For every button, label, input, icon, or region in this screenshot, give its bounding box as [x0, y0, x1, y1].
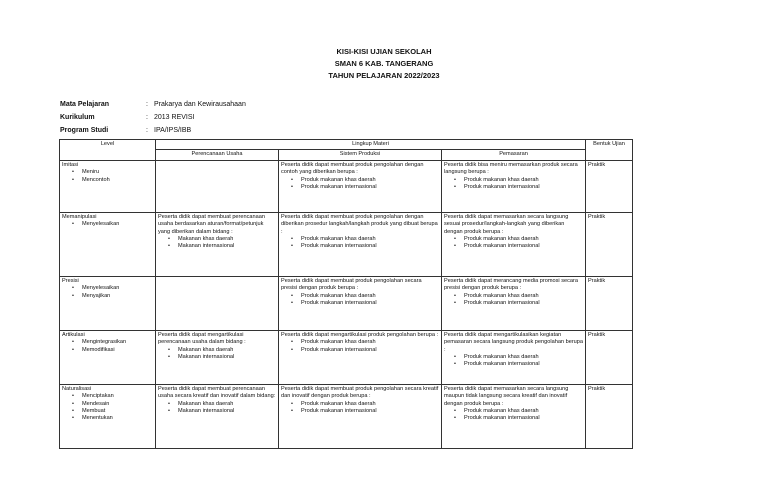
list-item: • Menyelesaikan	[72, 285, 153, 292]
cell-perencanaan	[156, 160, 279, 212]
cell-sistem-produksi	[279, 160, 442, 212]
table-row	[60, 212, 633, 276]
cell-sistem-produksi-list	[281, 401, 439, 416]
cell-pemasaran-text: Peserta didik dapat memasarkan secara langsung maupun tidak langsung secara kreatif dan inovatif dengan produk berupa :	[444, 385, 569, 407]
header-pemasaran: Pemasaran	[442, 150, 586, 160]
doc-title-line2: SMAN 6 KAB. TANGERANG	[334, 59, 434, 68]
list-item: • Memodifikasi	[72, 347, 153, 354]
list-item: • Makanan internasional	[168, 408, 276, 415]
cell-sistem-produksi-text: Peserta didik dapat membuat produk pengolahan secara kreatif dan inovatif dengan produk berupa :	[281, 385, 439, 400]
cell-sistem-produksi-text: Peserta didik dapat membuat produk pengolahan dengan contoh yang diberikan berupa :	[281, 161, 424, 176]
list-item: • Produk makanan internasional	[291, 300, 439, 307]
meta-value: Prakarya dan Kewirausahaan	[154, 101, 246, 108]
meta-label: Kurikulum	[60, 114, 95, 121]
cell-pemasaran-list	[444, 236, 583, 251]
cell-sistem-produksi-text: Peserta didik dapat membuat produk pengolahan secara presisi dengan produk berupa :	[281, 277, 422, 292]
cell-level-text: Memanipulasi	[62, 213, 97, 220]
list-item: • Produk makanan internasional	[291, 184, 439, 191]
list-item: • Produk makanan internasional	[454, 184, 583, 191]
list-item: • Produk makanan khas daerah	[291, 401, 439, 408]
meta-value: IPA/IPS/IBB	[154, 127, 192, 134]
list-item: • Produk makanan internasional	[291, 243, 439, 250]
cell-perencanaan-list	[158, 236, 276, 251]
cell-bentuk-ujian: Praktik	[586, 330, 633, 384]
cell-pemasaran-text: Peserta didik dapat memasarkan secara langsung sesuai prosedur/langkah-langkah yang diberikan dengan produk berupa :	[444, 213, 569, 235]
cell-pemasaran-text: Peserta didik dapat merancang media promosi secara presisi dengan produk berupa :	[444, 277, 579, 292]
list-item: • Produk makanan khas daerah	[454, 236, 583, 243]
cell-level	[60, 160, 156, 212]
list-item: • Menentukan	[72, 415, 153, 422]
cell-pemasaran-text: Peserta didik bisa meniru memasarkan produk secara langsung berupa :	[444, 161, 578, 176]
cell-level	[60, 384, 156, 448]
cell-pemasaran-list	[444, 408, 583, 423]
list-item: • Makanan khas daerah	[168, 401, 276, 408]
cell-perencanaan-text: Peserta didik dapat membuat perencanaan usaha berdasarkan aturan/format/petunjuk yang diberikan dalam bidang :	[158, 213, 265, 235]
list-item: • Produk makanan internasional	[454, 361, 583, 368]
list-item: • Produk makanan internasional	[454, 415, 583, 422]
cell-level-list	[62, 221, 153, 228]
list-item: • Produk makanan khas daerah	[454, 293, 583, 300]
cell-sistem-produksi-list	[281, 339, 439, 354]
meta-label: Mata Pelajaran	[60, 101, 110, 108]
cell-perencanaan-list	[158, 347, 276, 362]
list-item: • Makanan khas daerah	[168, 236, 276, 243]
cell-level	[60, 276, 156, 330]
cell-perencanaan-text: Peserta didik dapat mengartikulasi perencanaan usaha dalam bidang :	[158, 331, 246, 346]
meta-row-subject	[60, 101, 246, 108]
list-item: • Menyajikan	[72, 293, 153, 300]
cell-pemasaran-list	[444, 293, 583, 308]
cell-pemasaran-list	[444, 354, 583, 369]
header-lingkup-materi: Lingkup Materi	[156, 140, 586, 150]
list-item: • Produk makanan khas daerah	[454, 408, 583, 415]
cell-sistem-produksi-text: Peserta didik dapat mengartikulasi produk pengolahan berupa :	[281, 331, 439, 338]
list-item: • Makanan khas daerah	[168, 347, 276, 354]
cell-bentuk-ujian: Praktik	[586, 276, 633, 330]
table-row	[60, 384, 633, 448]
list-item: • Produk makanan khas daerah	[454, 177, 583, 184]
list-item: • Meniru	[72, 169, 153, 176]
cell-bentuk-ujian: Praktik	[586, 212, 633, 276]
cell-pemasaran	[442, 160, 586, 212]
meta-label: Program Studi	[60, 127, 109, 134]
list-item: • Produk makanan khas daerah	[291, 236, 439, 243]
cell-level-list	[62, 169, 153, 184]
cell-perencanaan	[156, 212, 279, 276]
meta-colon: :	[146, 101, 148, 108]
list-item: • Menciptakan	[72, 393, 153, 400]
cell-perencanaan	[156, 330, 279, 384]
cell-bentuk-ujian: Praktik	[586, 160, 633, 212]
doc-title-line3: TAHUN PELAJARAN 2022/2023	[328, 71, 440, 80]
kisi-kisi-table	[59, 139, 633, 449]
list-item: • Makanan internasional	[168, 354, 276, 361]
table-body	[60, 160, 633, 448]
table-row	[60, 160, 633, 212]
list-item: • Makanan internasional	[168, 243, 276, 250]
cell-pemasaran	[442, 384, 586, 448]
header-perencanaan-usaha: Perencanaan Usaha	[156, 150, 279, 160]
list-item: • Produk makanan internasional	[291, 347, 439, 354]
cell-sistem-produksi	[279, 330, 442, 384]
cell-perencanaan	[156, 276, 279, 330]
cell-perencanaan	[156, 384, 279, 448]
header-sistem-produksi: Sistem Produksi	[279, 150, 442, 160]
list-item: • Produk makanan khas daerah	[291, 177, 439, 184]
cell-perencanaan-list	[158, 401, 276, 416]
meta-value: 2013 REVISI	[154, 114, 195, 121]
list-item: • Produk makanan internasional	[454, 300, 583, 307]
cell-level-text: Imitasi	[62, 161, 79, 168]
header-level: Level	[60, 140, 156, 161]
list-item: • Mendesain	[72, 401, 153, 408]
cell-sistem-produksi-list	[281, 293, 439, 308]
cell-pemasaran-text: Peserta didik dapat mengartikulasikan kegiatan pemasaran secara langsung produk pengolahan berupa :	[444, 331, 584, 353]
list-item: • Produk makanan internasional	[454, 243, 583, 250]
cell-pemasaran	[442, 330, 586, 384]
cell-sistem-produksi-list	[281, 236, 439, 251]
list-item: • Menyelesaikan	[72, 221, 153, 228]
cell-level	[60, 212, 156, 276]
meta-row-curriculum	[60, 114, 194, 121]
cell-level	[60, 330, 156, 384]
cell-perencanaan-text: Peserta didik dapat membuat perencanaan usaha secara kreatif dan inovatif dalam bidang:	[158, 385, 276, 400]
doc-title-line1: KISI-KISI UJIAN SEKOLAH	[336, 47, 432, 56]
list-item: • Produk makanan khas daerah	[291, 293, 439, 300]
cell-sistem-produksi-list	[281, 177, 439, 192]
cell-pemasaran	[442, 276, 586, 330]
meta-colon: :	[146, 114, 148, 121]
list-item: • Produk makanan internasional	[291, 408, 439, 415]
list-item: • Mengintegrasikan	[72, 339, 153, 346]
cell-level-list	[62, 285, 153, 300]
cell-bentuk-ujian: Praktik	[586, 384, 633, 448]
header-bentuk-ujian: Bentuk Ujian	[586, 140, 633, 161]
cell-level-list	[62, 339, 153, 354]
meta-row-program	[60, 127, 191, 134]
table-row	[60, 330, 633, 384]
cell-level-text: Presisi	[62, 277, 79, 284]
cell-sistem-produksi-text: Peserta didik dapat membuat produk pengolahan dengan diberikan prosedur langkah/langkah produk yang dibuat berupa :	[281, 213, 438, 235]
cell-level-text: Naturalisasi	[62, 385, 92, 392]
cell-sistem-produksi	[279, 384, 442, 448]
cell-level-list	[62, 393, 153, 423]
table-row	[60, 276, 633, 330]
cell-pemasaran-list	[444, 177, 583, 192]
meta-colon: :	[146, 127, 148, 134]
cell-sistem-produksi	[279, 276, 442, 330]
cell-sistem-produksi	[279, 212, 442, 276]
cell-level-text: Artikulasi	[62, 331, 85, 338]
list-item: • Membuat	[72, 408, 153, 415]
list-item: • Produk makanan khas daerah	[291, 339, 439, 346]
cell-pemasaran	[442, 212, 586, 276]
list-item: • Mencontoh	[72, 177, 153, 184]
list-item: • Produk makanan khas daerah	[454, 354, 583, 361]
